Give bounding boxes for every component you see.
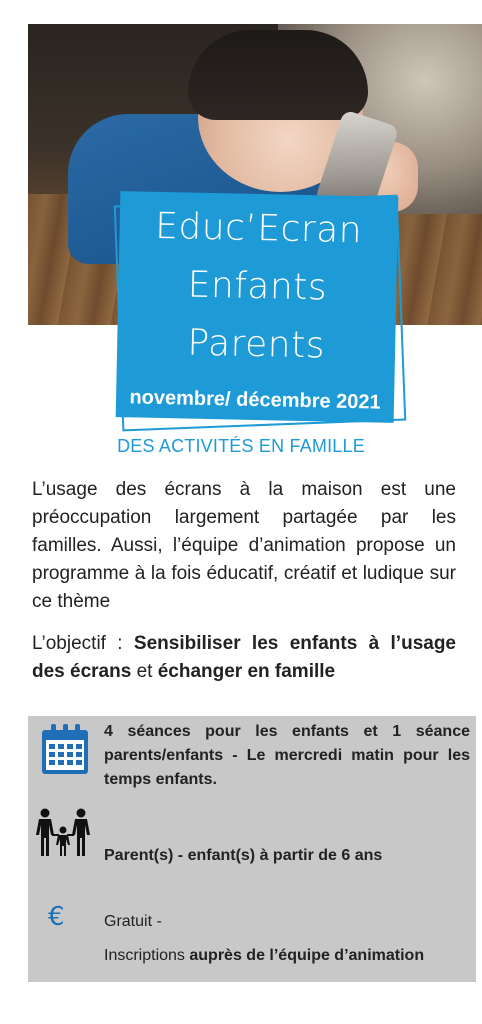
family-icon bbox=[36, 808, 90, 858]
registration-prefix: Inscriptions bbox=[104, 947, 190, 964]
objective-bold-1: Sensibiliser les enfants à l’usage des écrans bbox=[32, 633, 456, 682]
intro-paragraph: L’usage des écrans à la maison est une préoccupation largement partagée par les familles. Aussi, l’équipe d’animation propose un programme à la fois éducatif, créatif et ludique sur ce thème bbox=[32, 479, 456, 612]
objective-middle: et bbox=[131, 661, 158, 682]
objective-paragraph bbox=[32, 630, 456, 686]
sessions-text: 4 séances pour les enfants et 1 séance parents/enfants - Le mercredi matin pour les temps enfants. bbox=[104, 723, 470, 788]
info-box bbox=[28, 716, 476, 982]
registration-text bbox=[104, 944, 470, 968]
registration-bold: auprès de l’équipe d’animation bbox=[189, 947, 425, 964]
calendar-icon bbox=[38, 722, 92, 778]
title-card bbox=[116, 191, 399, 423]
section-subtitle: DES ACTIVITÉS EN FAMILLE bbox=[117, 436, 365, 456]
euro-icon: € bbox=[48, 902, 65, 932]
title-line-3: Parents bbox=[187, 322, 326, 367]
title-date: novembre/ décembre 2021 bbox=[129, 386, 381, 414]
price-text: Gratuit - bbox=[104, 913, 162, 930]
vertical-credit bbox=[454, 150, 468, 710]
photo-child-hair bbox=[188, 30, 368, 120]
objective-prefix: L’objectif : bbox=[32, 633, 134, 654]
objective-bold-2: échanger en famille bbox=[157, 661, 336, 682]
audience-text: Parent(s) - enfant(s) à partir de 6 ans bbox=[104, 847, 383, 864]
title-line-1: Educ’Ecran bbox=[154, 205, 363, 252]
title-line-2: Enfants bbox=[187, 264, 328, 309]
